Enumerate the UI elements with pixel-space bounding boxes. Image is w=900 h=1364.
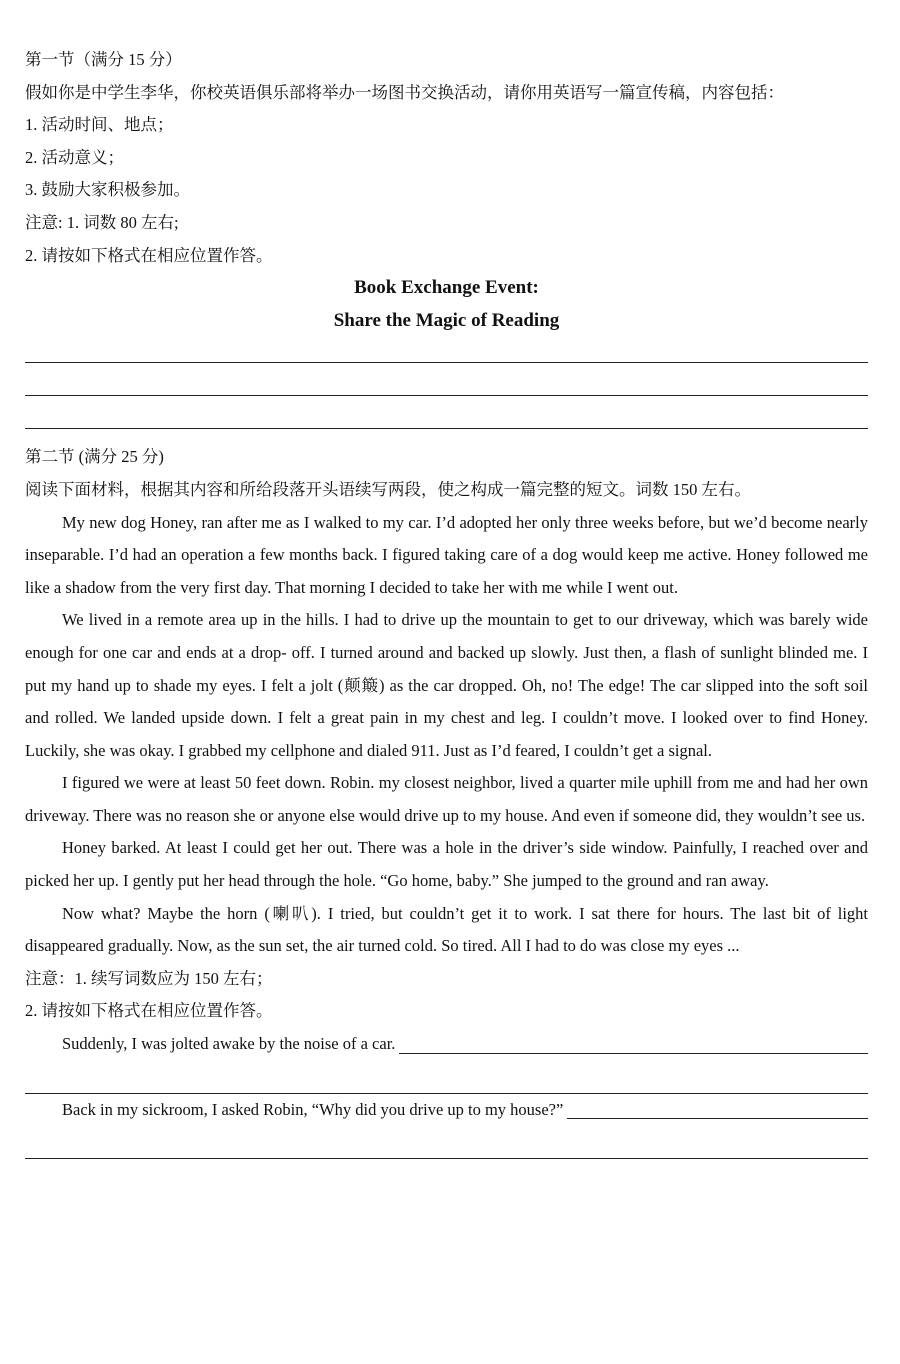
continuation-line-1[interactable] <box>25 1028 868 1061</box>
section1-point-1: 1. 活动时间、地点； <box>25 115 174 135</box>
story-paragraph-1: My new dog Honey, ran after me as I walked to my car. I’d adopted her only three weeks before, but we’d become nearly inseparable. I’d had an operation a few months back. I figured taking care of a dog would keep me active. Honey followed me like a shadow from the very first day. That morning I decided to take her with me while I went out. <box>25 512 868 597</box>
continuation-opening-1: Suddenly, I was jolted awake by the noise of a car. <box>62 1034 396 1054</box>
section2-note-2: 2. 请按如下格式在相应位置作答。 <box>25 1001 273 1021</box>
story-paragraph-2: We lived in a remote area up in the hills. I had to drive up the mountain to get to our driveway, which was barely wide enough for one car and ends at a drop- off. I turned around and backed up slowly. Just then, a flash of sunlight blinded me. I put my hand up to shade my eyes. I felt a jolt (颠簸) as the car dropped. Oh, no! The edge! The car slipped into the soft soil and rolled. We landed upside down. I felt a great pain in my chest and leg. I couldn’t move. I looked over to find Honey. Luckily, she was okay. I grabbed my cellphone and dialed 911. Just as I’d feared, I couldn’t get a signal. <box>25 610 868 760</box>
answer-blank[interactable] <box>399 1033 868 1054</box>
answer-line[interactable] <box>25 396 868 429</box>
story-paragraph-3: I figured we were at least 50 feet down. Robin. my closest neighbor, lived a quarter mile uphill from me and had her own driveway. There was no reason she or anyone else would drive up to my house. And even if someone did, they wouldn’t see us. <box>25 773 868 825</box>
essay-title-line-2: Share the Magic of Reading <box>333 309 560 331</box>
answer-line[interactable] <box>25 363 868 396</box>
story-paragraph-4: Honey barked. At least I could get her out. There was a hole in the driver’s side window. Painfully, I reached over and picked her up. I gently put her head through the hole. “Go home, baby.” She jumped to the ground and ran away. <box>25 838 868 891</box>
answer-line[interactable] <box>25 337 868 363</box>
section1-prompt: 假如你是中学生李华，你校英语俱乐部将举办一场图书交换活动，请你用英语写一篇宣传稿，内容包括： <box>25 82 784 102</box>
continuation-block-1 <box>25 1028 868 1094</box>
answer-blank[interactable] <box>567 1098 868 1119</box>
section2-note-1: 注意：1. 续写词数应为 150 左右； <box>25 968 273 988</box>
continuation-line-2[interactable] <box>25 1094 868 1127</box>
essay-title-line-1: Book Exchange Event: <box>354 277 539 299</box>
story-paragraph-5: Now what? Maybe the horn (喇叭). I tried, but couldn’t get it to work. I sat there for hours. The last bit of light disappeared gradually. Now, as the sun set, the air turned cold. So tired. All I had to do was close my eyes ... <box>25 903 868 956</box>
continuation-opening-2: Back in my sickroom, I asked Robin, “Why did you drive up to my house?” <box>62 1099 564 1119</box>
section1-point-2: 2. 活动意义； <box>25 147 124 167</box>
section1-point-3: 3. 鼓励大家积极参加。 <box>25 180 190 200</box>
section1-heading: 第一节（满分 15 分） <box>25 50 182 69</box>
section2-prompt: 阅读下面材料，根据其内容和所给段落开头语续写两段，使之构成一篇完整的短文。词数 150 左右。 <box>25 479 751 499</box>
answer-line[interactable] <box>25 1126 868 1159</box>
answer-line[interactable] <box>25 1061 868 1094</box>
section2-heading: 第二节 (满分 25 分) <box>25 447 164 467</box>
section1-note-2: 2. 请按如下格式在相应位置作答。 <box>25 245 273 265</box>
exam-page <box>25 44 868 1159</box>
continuation-block-2 <box>25 1094 868 1160</box>
section1-note-1: 注意: 1. 词数 80 左右; <box>25 212 179 232</box>
